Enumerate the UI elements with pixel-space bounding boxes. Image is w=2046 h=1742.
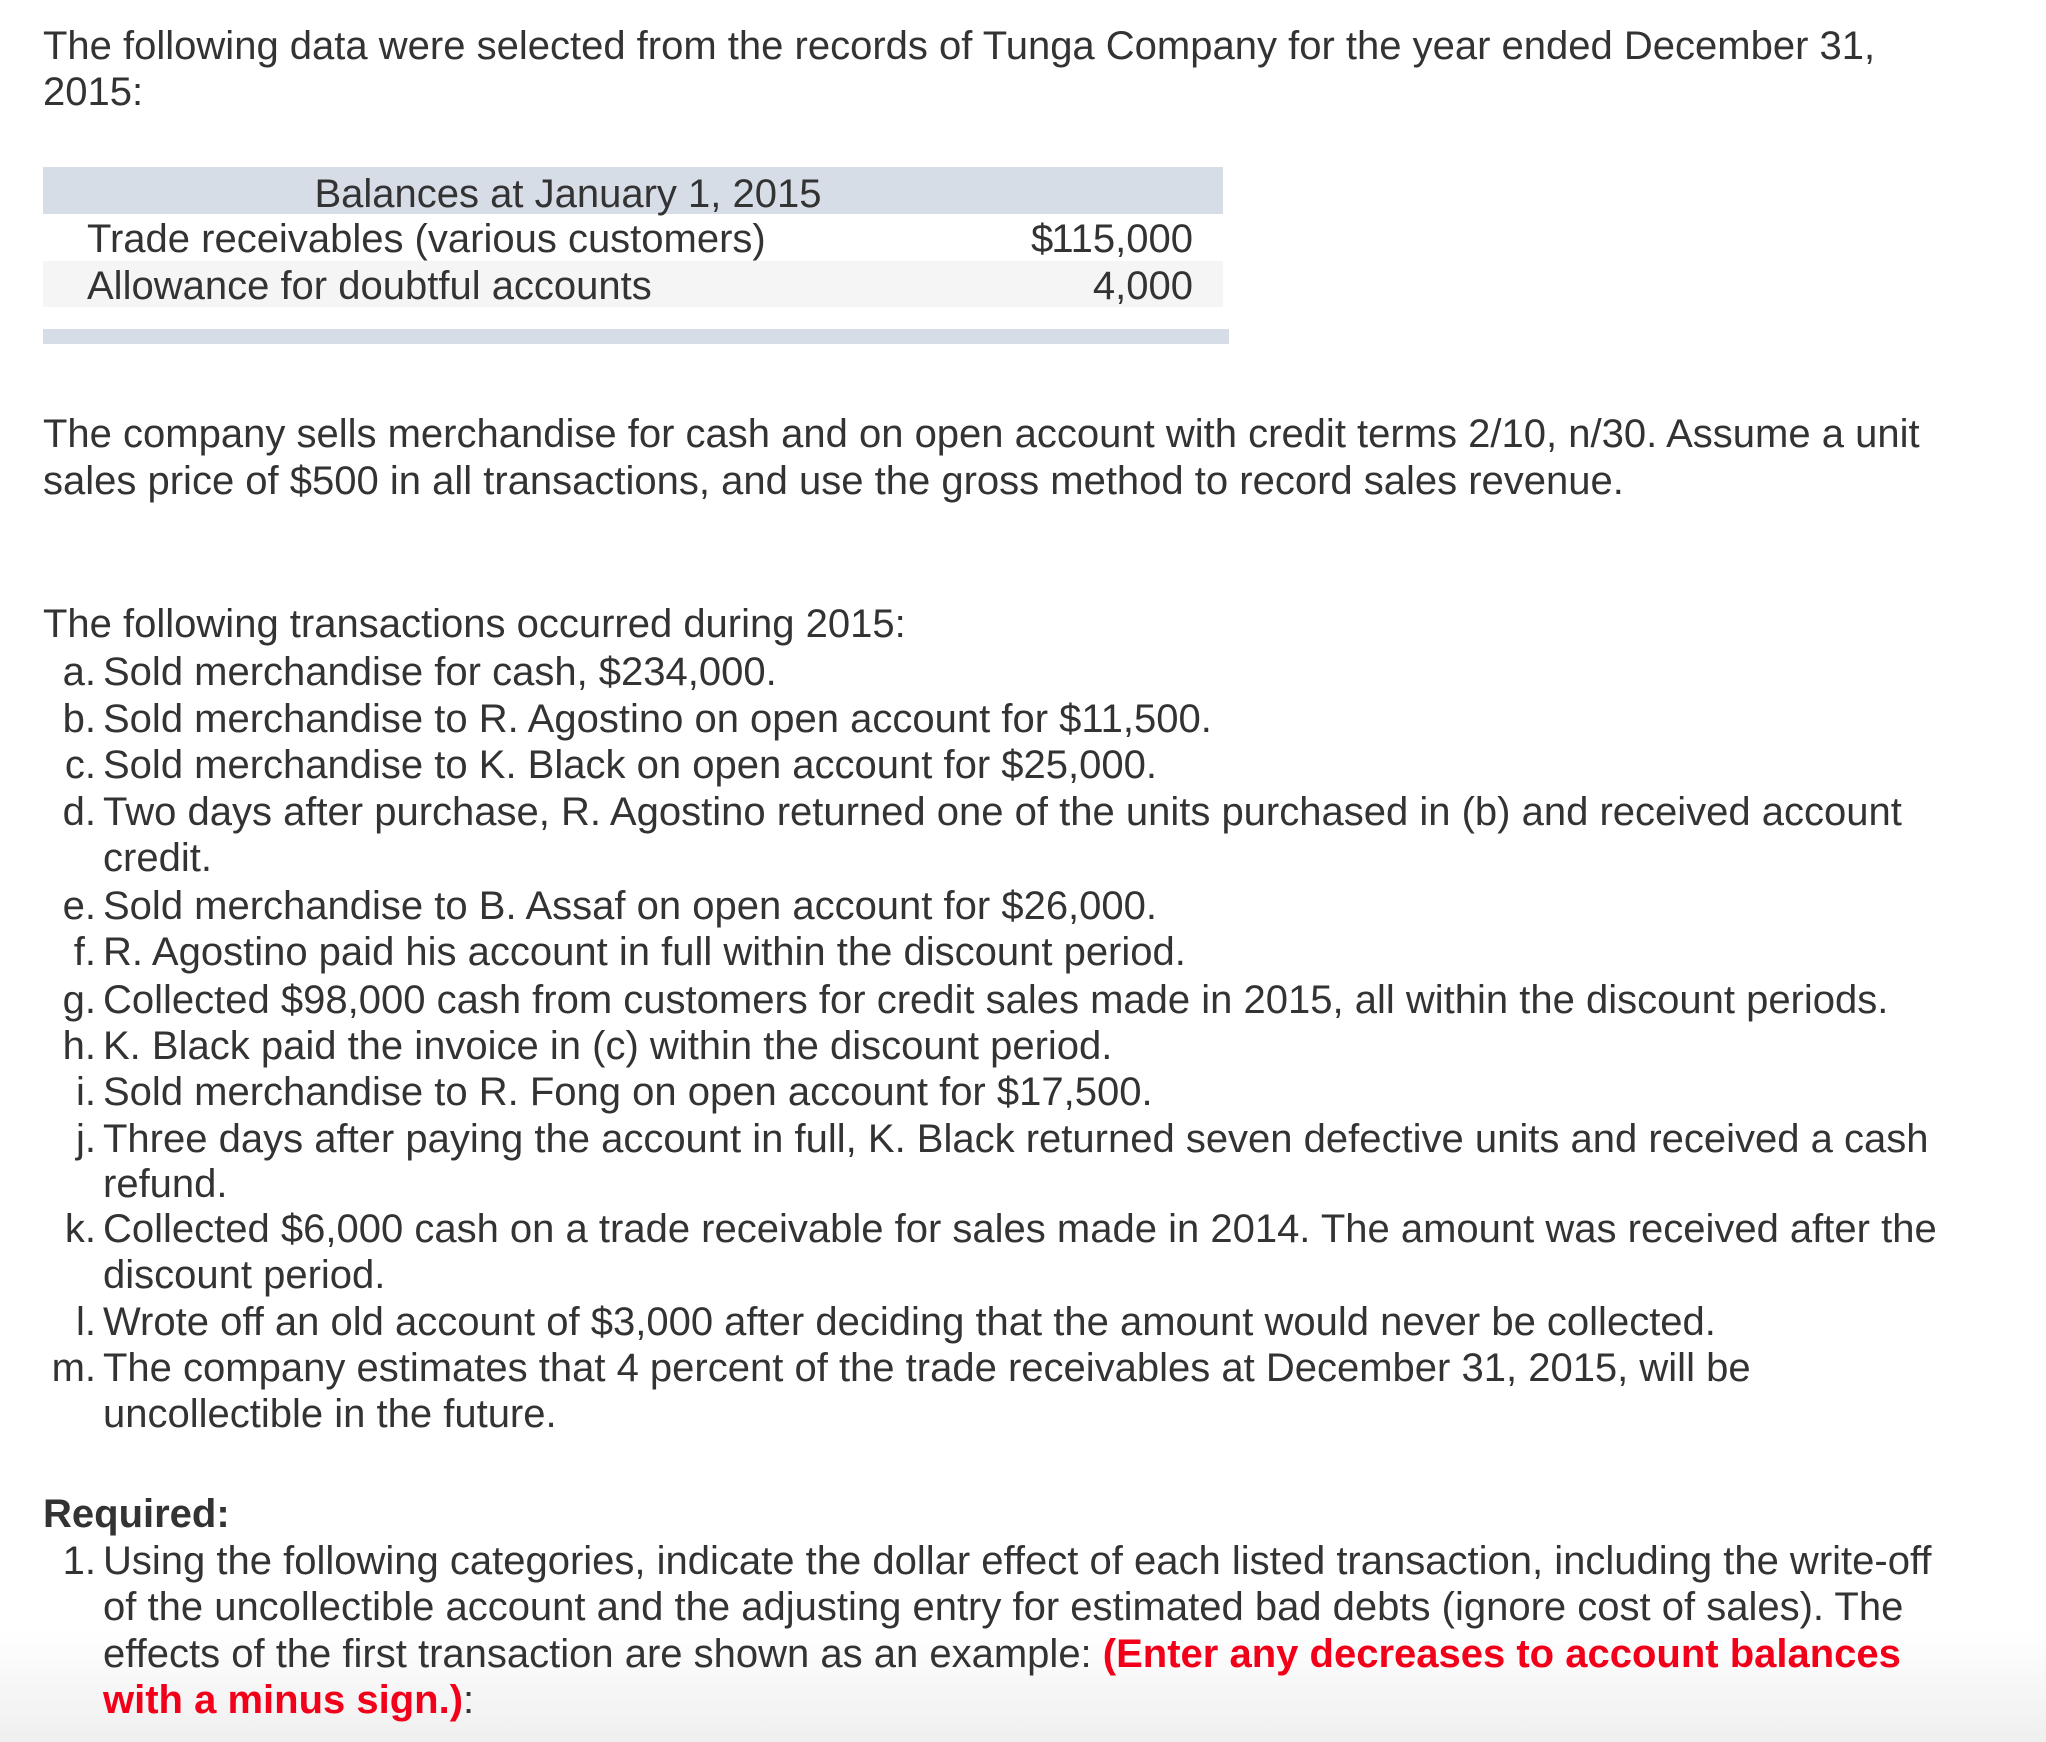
list-marker: c. — [64, 743, 96, 787]
list-item: Sold merchandise to K. Black on open account for $25,000. — [103, 743, 1158, 787]
required-item-line-3 — [103, 1631, 1901, 1677]
list-item: K. Black paid the invoice in (c) within the discount period. — [103, 1024, 1113, 1068]
list-marker: 1. — [62, 1539, 96, 1583]
row-label-allowance: Allowance for doubtful accounts — [87, 264, 652, 308]
list-item-continuation: uncollectible in the future. — [103, 1392, 557, 1436]
list-marker: h. — [62, 1024, 96, 1068]
list-marker: l. — [76, 1300, 96, 1344]
list-item: Sold merchandise to R. Fong on open account for $17,500. — [103, 1070, 1153, 1114]
list-item: The company estimates that 4 percent of the trade receivables at December 31, 2015, will be — [103, 1346, 1751, 1390]
instruction-emphasis-continued: with a minus sign.) — [103, 1678, 464, 1722]
list-marker: i. — [76, 1070, 96, 1114]
list-item-continuation: refund. — [103, 1162, 228, 1206]
list-item: Three days after paying the account in full, K. Black returned seven defective units and received a cash — [103, 1117, 1929, 1161]
list-marker: a. — [62, 650, 96, 694]
terms-line-2: sales price of $500 in all transactions, and use the gross method to record sales revenue. — [43, 459, 1624, 503]
required-item-line-4 — [103, 1677, 474, 1723]
row-amount-allowance: 4,000 — [1092, 264, 1193, 308]
balances-table-footer-bar — [43, 329, 1229, 344]
list-marker: b. — [62, 697, 96, 741]
terms-line-1: The company sells merchandise for cash and on open account with credit terms 2/10, n/30. Assume a unit — [43, 412, 1920, 456]
intro-line-2: 2015: — [43, 70, 144, 114]
row-amount-trade-receivables: 115,000 — [1051, 217, 1193, 261]
list-marker: e. — [62, 884, 96, 928]
list-item: Wrote off an old account of $3,000 after deciding that the amount would never be collected. — [103, 1300, 1716, 1344]
row-label-trade-receivables: Trade receivables (various customers) — [87, 217, 766, 261]
balances-table — [43, 167, 1223, 307]
colon: : — [463, 1678, 475, 1722]
instruction-emphasis: (Enter any decreases to account balances — [1102, 1632, 1901, 1676]
currency-symbol: $ — [1031, 217, 1054, 261]
table-row — [43, 261, 1223, 307]
list-item: Collected $98,000 cash from customers for credit sales made in 2015, all within the discount periods. — [103, 978, 1889, 1022]
list-item-continuation: discount period. — [103, 1253, 386, 1297]
list-item-continuation: credit. — [103, 836, 212, 880]
list-marker: f. — [73, 930, 96, 974]
intro-line-1: The following data were selected from the records of Tunga Company for the year ended December 31, — [43, 24, 1876, 68]
required-item-text: effects of the first transaction are shown as an example: — [103, 1632, 1103, 1676]
list-item: Sold merchandise for cash, $234,000. — [103, 650, 777, 694]
list-marker: g. — [62, 978, 96, 1022]
required-item-line-2: of the uncollectible account and the adjusting entry for estimated bad debts (ignore cost of sales). The — [103, 1585, 1904, 1629]
list-item: Two days after purchase, R. Agostino returned one of the units purchased in (b) and received account — [103, 790, 1902, 834]
list-item: Sold merchandise to B. Assaf on open account for $26,000. — [103, 884, 1158, 928]
required-heading: Required: — [43, 1492, 230, 1536]
list-marker: d. — [62, 790, 96, 834]
balances-table-title: Balances at January 1, 2015 — [314, 172, 822, 216]
table-row — [43, 214, 1223, 261]
list-marker: k. — [64, 1207, 96, 1251]
list-item: R. Agostino paid his account in full within the discount period. — [103, 930, 1186, 974]
list-item: Collected $6,000 cash on a trade receivable for sales made in 2014. The amount was received after the — [103, 1207, 1937, 1251]
list-item: Sold merchandise to R. Agostino on open account for $11,500. — [103, 697, 1212, 741]
list-marker: j. — [76, 1117, 96, 1161]
balances-table-header — [43, 167, 1223, 214]
list-marker: m. — [51, 1346, 96, 1390]
required-item-line-1: Using the following categories, indicate the dollar effect of each listed transaction, including the write-off — [103, 1539, 1932, 1583]
transactions-heading: The following transactions occurred during 2015: — [43, 602, 906, 646]
